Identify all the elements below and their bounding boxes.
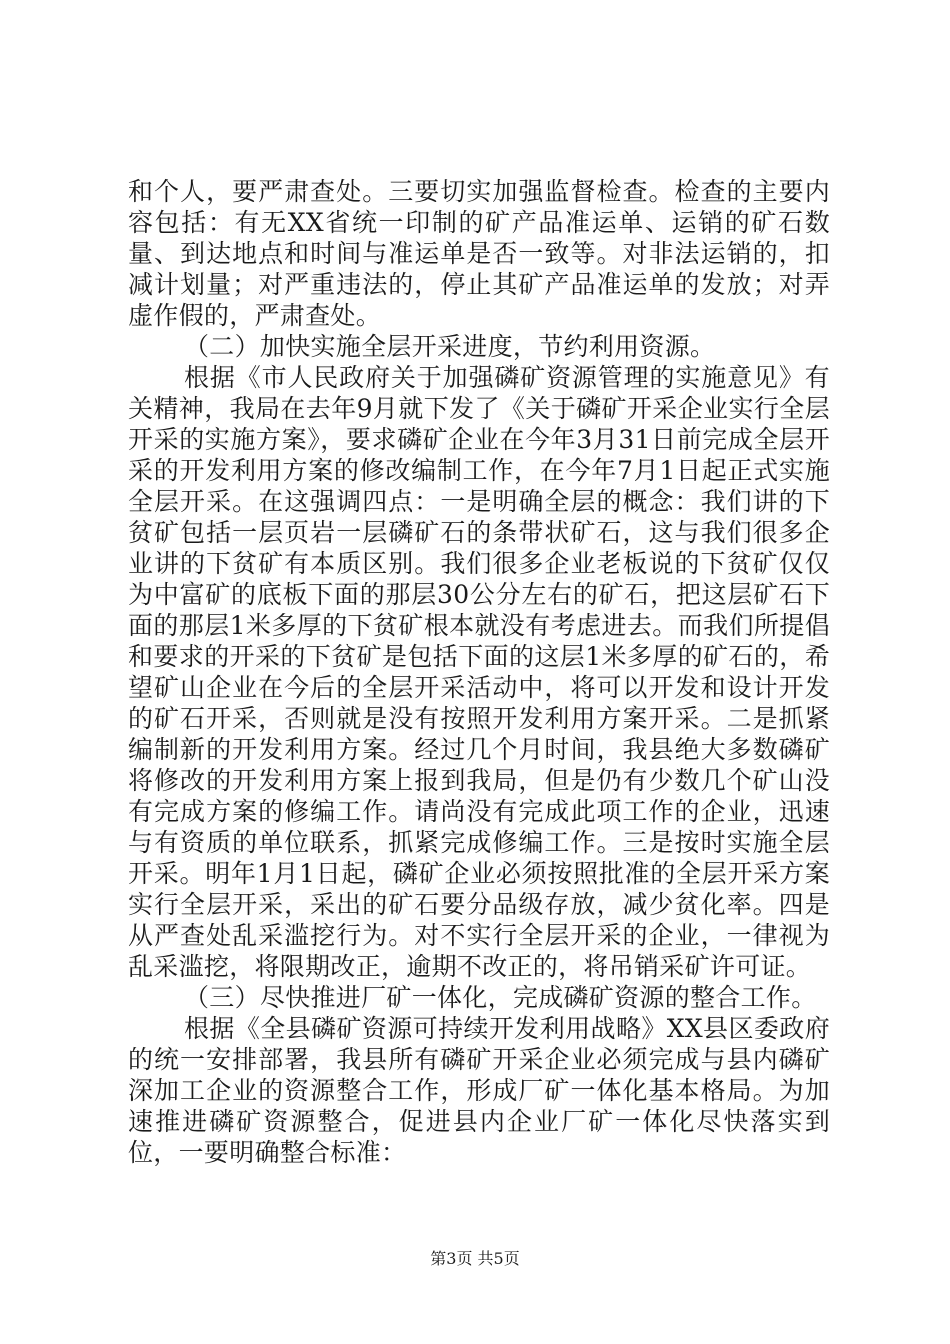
page-footer <box>0 1246 950 1269</box>
section-heading-3: （三）尽快推进厂矿一体化，完成磷矿资源的整合工作。 <box>184 983 817 1012</box>
page-number-label: 第3页 共5页 <box>430 1249 520 1268</box>
section-heading-2: （二）加快实施全层开采进度，节约利用资源。 <box>184 332 716 361</box>
paragraph-3: 根据《市人民政府关于加强磷矿资源管理的实施意见》有关精神，我局在去年9月就下发了《关于磷矿开采企业实行全层开采的实施方案》，要求磷矿企业在今年3月31日前完成全层开采的开发利用方案的修改编制工作，在今年7月1日起正式实施全层开采。在这强调四点：一是明确全层的概念：我们讲的下贫矿包括一层页岩一层磷矿石的条带状矿石，这与我们很多企业讲的下贫矿有本质区别。我们很多企业老板说的下贫矿仅仅为中富矿的底板下面的那层30公分左右的矿石，把这层矿石下面的那层1米多厚的下贫矿根本就没有考虑进去。而我们所提倡和要求的开采的下贫矿是包括下面的这层1米多厚的矿石的，希望矿山企业在今后的全层开采活动中，将可以开发和设计开发的矿石开采，否则就是没有按照开发利用方案开采。二是抓紧编制新的开发利用方案。经过几个月时间，我县绝大多数磷矿将修改的开发利用方案上报到我局，但是仍有少数几个矿山没有完成方案的修编工作。请尚没有完成此项工作的企业，迅速与有资质的单位联系，抓紧完成修编工作。三是按时实施全层开采。明年1月1日起，磷矿企业必须按照批准的全层开采方案实行全层开采，采出的矿石要分品级存放，减少贫化率。四是从严查处乱采滥挖行为。对不实行全层开采的企业，一律视为乱采滥挖，将限期改正，逾期不改正的，将吊销采矿许可证。 <box>128 363 830 981</box>
paragraph-5: 根据《全县磷矿资源可持续开发利用战略》XX县区委政府的统一安排部署，我县所有磷矿开采企业必须完成与县内磷矿深加工企业的资源整合工作，形成厂矿一体化基本格局。为加速推进磷矿资源整合，促进县内企业厂矿一体化尽快落实到位，一要明确整合标准： <box>128 1014 830 1167</box>
paragraph-1: 和个人，要严肃查处。三要切实加强监督检查。检查的主要内容包括：有无XX省统一印制的矿产品准运单、运销的矿石数量、到达地点和时间与准运单是否一致等。对非法运销的，扣减计划量；对严重违法的，停止其矿产品准运单的发放；对弄虚作假的，严肃查处。 <box>128 177 830 330</box>
document-body <box>128 176 830 1168</box>
